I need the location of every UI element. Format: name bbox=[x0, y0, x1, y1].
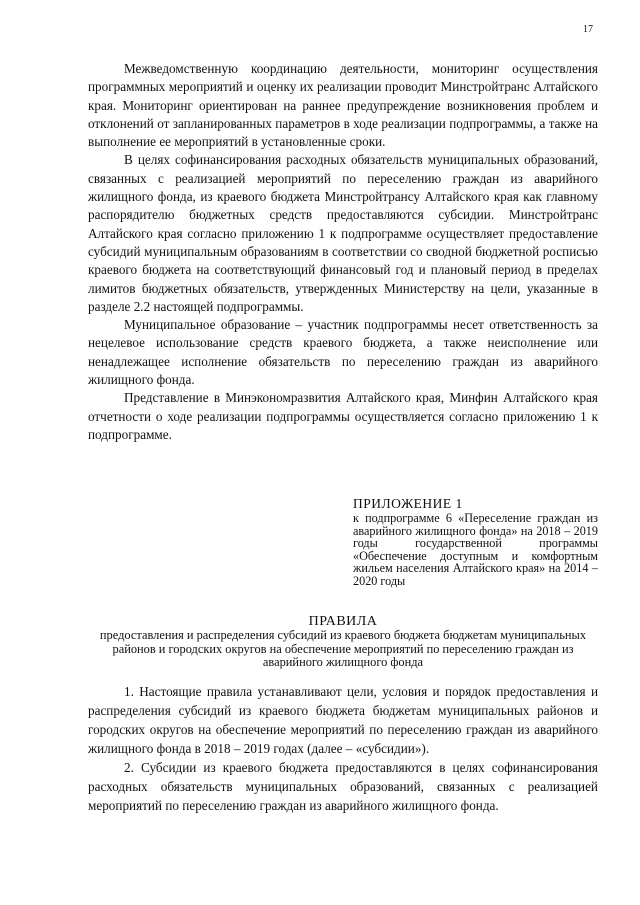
appendix-text: к подпрограмме 6 «Переселение граждан из аварийного жилищного фонда» на 2018 – 2019 годы государственной программы «Обеспечение доступным и комфортным жильем населения Алтайского края» на 2014 – 2020 годы bbox=[353, 511, 598, 588]
paragraph-monitoring: Межведомственную координацию деятельности, мониторинг осуществления программных мероприятий и оценку их реализации проводит Минстройтранс Алтайского края. Мониторинг ориентирован на раннее предупреждение возникновения проблем и отклонений от запланированных параметров в ходе реализации подпрограммы, а также на выполнение ее мероприятий в установленные сроки. bbox=[88, 61, 598, 150]
paragraph-responsibility: Муниципальное образование – участник подпрограммы несет ответственность за нецелевое использование средств краевого бюджета, а также неисполнение или ненадлежащее исполнение обязательств по переселению граждан из аварийного жилищного фонда. bbox=[88, 317, 598, 388]
rules-title: ПРАВИЛА bbox=[308, 614, 378, 629]
paragraph-reporting: Представление в Минэкономразвития Алтайского края, Минфин Алтайского края отчетности о ходе реализации подпрограммы осуществляется согласно приложению 1 к подпрограмме. bbox=[88, 390, 598, 442]
appendix-title: ПРИЛОЖЕНИЕ 1 bbox=[353, 496, 463, 511]
page-number: 17 bbox=[583, 24, 593, 35]
rules-text bbox=[88, 682, 598, 815]
paragraph-subsidies: В целях софинансирования расходных обязательств муниципальных образований, связанных с реализацией мероприятий по переселению граждан из аварийного жилищного фонда, из краевого бюджета Минстройтрансу Алтайского края как главному распорядителю бюджетных средств предоставляются субсидии. Минстройтранс Алтайского края согласно приложению 1 к подпрограмме осуществляет предоставление субсидий муниципальным образованиям в соответствии со сводной бюджетной росписью краевого бюджета на соответствующий финансовый год и плановый период в пределах лимитов бюджетных обязательств, утвержденных Министерству на цели, указанные в разделе 2.2 настоящей подпрограммы. bbox=[88, 152, 598, 314]
body-text bbox=[88, 60, 598, 444]
rules-subtitle: предоставления и распределения субсидий из краевого бюджета бюджетам муниципальных районов и городских округов на обеспечение мероприятий по переселению граждан из аварийного жилищного фонда bbox=[99, 628, 587, 670]
appendix-block bbox=[353, 496, 598, 588]
rules-item-1: 1. Настоящие правила устанавливают цели, условия и порядок предоставления и распределения субсидий из краевого бюджета бюджетам муниципальных районов и городских округов на обеспечение мероприятий по переселению граждан из аварийного жилищного фонда в 2018 – 2019 годах (далее – «субсидии»). bbox=[88, 684, 598, 756]
rules-item-2: 2. Субсидии из краевого бюджета предоставляются в целях софинансирования расходных обязательств муниципальных образований, связанных с реализацией мероприятий по переселению граждан из аварийного жилищного фонда. bbox=[88, 760, 598, 813]
